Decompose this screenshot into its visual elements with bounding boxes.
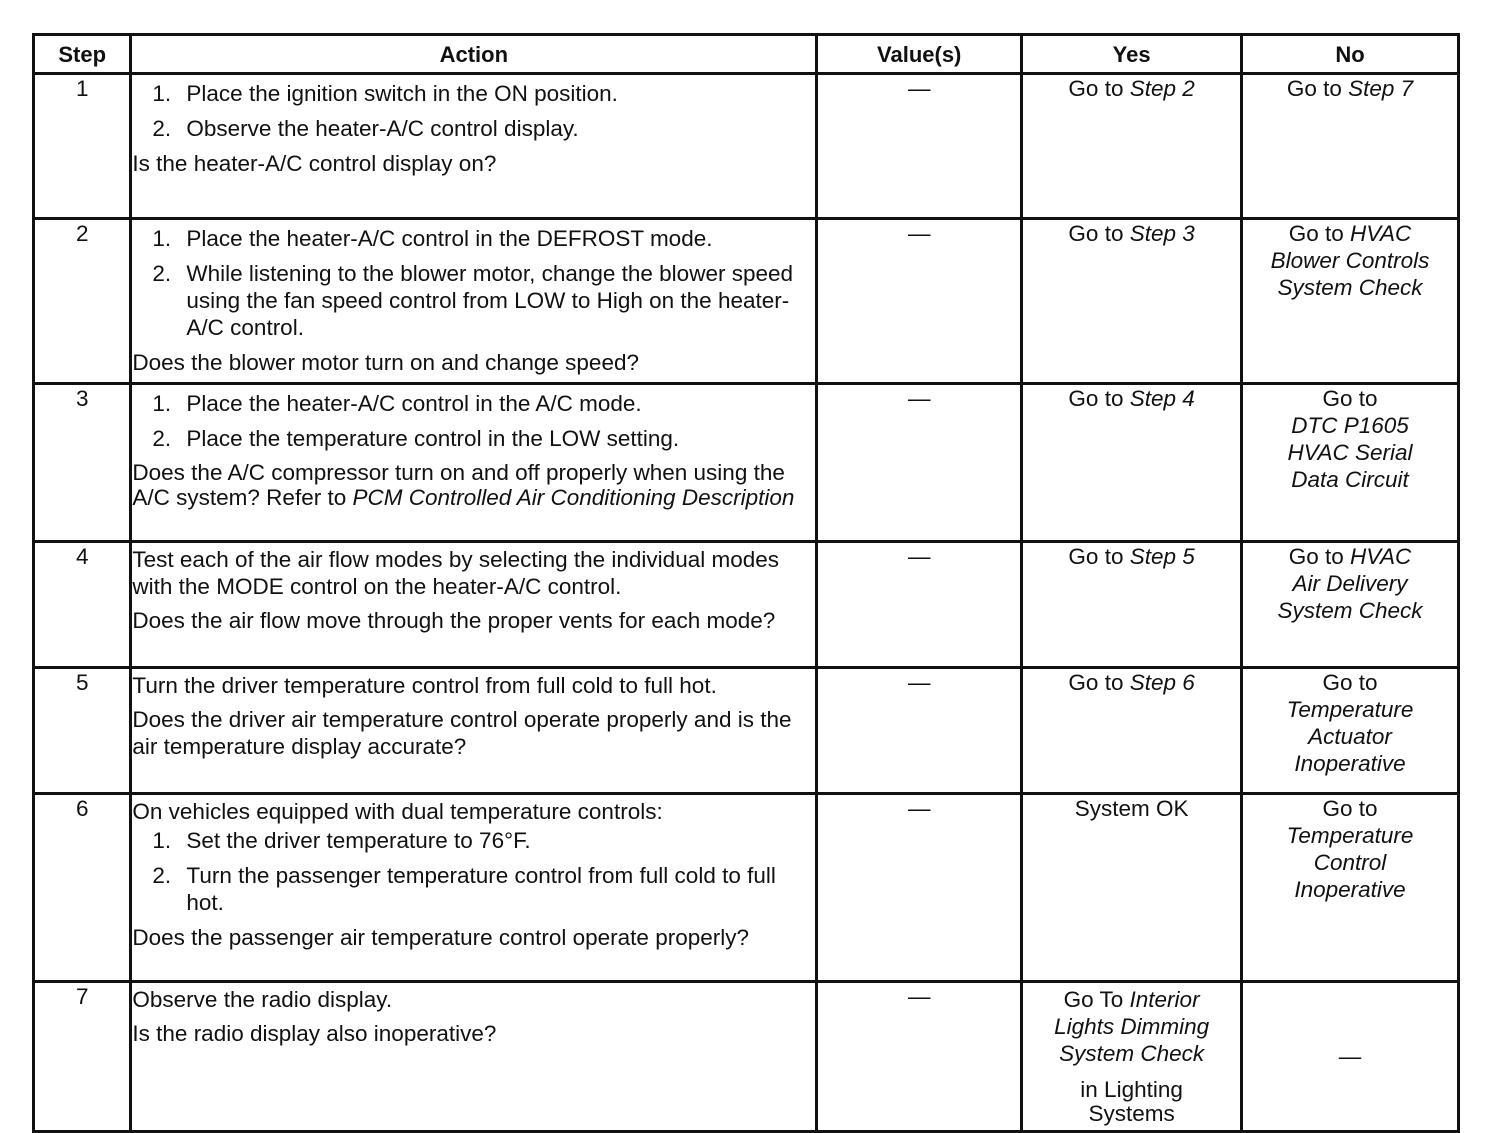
list-item: 2. Place the temperature control in the LOW setting. (152, 426, 680, 451)
reference-link[interactable]: PCM Controlled Air Conditioning Description (352, 485, 795, 510)
table-row (34, 668, 1459, 794)
yes-cell: Go to Step 4 (1022, 384, 1242, 542)
question-text: Does the A/C compressor turn on and off properly when using the A/C system? Refer to PCM Controlled Air Conditioning Description (132, 460, 795, 510)
reference-link[interactable]: Actuator (1308, 724, 1392, 749)
no-cell: Go to DTC P1605 HVAC Serial Data Circuit (1242, 384, 1459, 542)
action-cell (131, 668, 817, 794)
value-cell: — (817, 542, 1022, 668)
step-number: 3 (34, 384, 131, 542)
step-number: 7 (34, 982, 131, 1132)
action-cell (131, 219, 817, 384)
header-step: Step (34, 35, 131, 74)
value-cell: — (817, 74, 1022, 219)
value-cell: — (817, 668, 1022, 794)
yes-cell: Go to Step 6 (1022, 668, 1242, 794)
yes-cell: Go to Step 3 (1022, 219, 1242, 384)
instruction-text: Turn the driver temperature control from full cold to full hot. (132, 673, 717, 698)
header-row (34, 35, 1459, 74)
question-text: Does the driver air temperature control operate properly and is the air temperature display accurate? (132, 707, 792, 759)
reference-link[interactable]: DTC P1605 (1291, 413, 1409, 438)
no-cell: — (1242, 982, 1459, 1132)
header-values: Value(s) (817, 35, 1022, 74)
step-link[interactable]: Step 5 (1129, 544, 1195, 569)
list-item: 2. Turn the passenger temperature control from full cold to full hot. (152, 863, 776, 915)
reference-link[interactable]: Temperature (1286, 823, 1414, 848)
action-cell (131, 794, 817, 982)
yes-cell: System OK (1022, 794, 1242, 982)
reference-link[interactable]: System Check (1277, 598, 1423, 623)
list-item: 1. Set the driver temperature to 76°F. (152, 828, 531, 853)
step-link[interactable]: Step 3 (1129, 221, 1195, 246)
list-item: 1. Place the ignition switch in the ON position. (152, 81, 618, 106)
no-cell: Go to HVAC Blower Controls System Check (1242, 219, 1459, 384)
no-cell: Go to Temperature Actuator Inoperative (1242, 668, 1459, 794)
yes-cell: Go To Interior Lights Dimming System Check in Lighting Systems (1022, 982, 1242, 1132)
value-cell: — (817, 219, 1022, 384)
step-number: 6 (34, 794, 131, 982)
question-text: Is the radio display also inoperative? (132, 1021, 497, 1046)
question-text: Is the heater-A/C control display on? (132, 151, 497, 176)
yes-cell: Go to Step 5 (1022, 542, 1242, 668)
reference-link[interactable]: Air Delivery (1292, 571, 1408, 596)
table-row (34, 219, 1459, 384)
reference-link[interactable]: Data Circuit (1291, 467, 1409, 492)
value-cell: — (817, 982, 1022, 1132)
step-number: 1 (34, 74, 131, 219)
action-cell (131, 384, 817, 542)
question-text: Does the blower motor turn on and change speed? (132, 350, 639, 375)
diagnostic-table (32, 33, 1460, 1133)
instruction-text: On vehicles equipped with dual temperature controls: (132, 799, 663, 824)
reference-link[interactable]: HVAC (1350, 221, 1412, 246)
header-no: No (1242, 35, 1459, 74)
step-number: 4 (34, 542, 131, 668)
reference-link[interactable]: Control (1313, 850, 1387, 875)
table-row (34, 982, 1459, 1132)
action-cell (131, 982, 817, 1132)
reference-link[interactable]: Blower Controls (1270, 248, 1430, 273)
reference-link[interactable]: Inoperative (1294, 751, 1406, 776)
step-link[interactable]: Step 2 (1129, 76, 1195, 101)
reference-link[interactable]: Lights Dimming (1054, 1014, 1210, 1039)
table-row (34, 542, 1459, 668)
header-yes: Yes (1022, 35, 1242, 74)
reference-link[interactable]: Temperature (1286, 697, 1414, 722)
action-cell (131, 74, 817, 219)
table-row (34, 794, 1459, 982)
no-cell: Go to HVAC Air Delivery System Check (1242, 542, 1459, 668)
list-item: 1. Place the heater-A/C control in the DEFROST mode. (152, 226, 713, 251)
header-action: Action (131, 35, 817, 74)
action-cell (131, 542, 817, 668)
list-item: 1. Place the heater-A/C control in the A/C mode. (152, 391, 642, 416)
yes-cell: Go to Step 2 (1022, 74, 1242, 219)
list-item: 2. Observe the heater-A/C control display. (152, 116, 579, 141)
value-cell: — (817, 794, 1022, 982)
reference-link[interactable]: HVAC (1350, 544, 1412, 569)
step-link[interactable]: Step 4 (1129, 386, 1195, 411)
list-item: 2. While listening to the blower motor, change the blower speed using the fan speed control from LOW to High on the heater-A/C control. (152, 261, 794, 340)
step-link[interactable]: Step 7 (1348, 76, 1414, 101)
reference-link[interactable]: HVAC Serial (1287, 440, 1413, 465)
no-cell: Go to Step 7 (1242, 74, 1459, 219)
step-number: 5 (34, 668, 131, 794)
reference-link[interactable]: Interior (1129, 987, 1200, 1012)
reference-link[interactable]: Inoperative (1294, 877, 1406, 902)
instruction-text: Test each of the air flow modes by selecting the individual modes with the MODE control on the heater-A/C control. (132, 547, 780, 599)
reference-link[interactable]: System Check (1059, 1041, 1205, 1066)
step-number: 2 (34, 219, 131, 384)
value-cell: — (817, 384, 1022, 542)
table-row (34, 74, 1459, 219)
question-text: Does the air flow move through the proper vents for each mode? (132, 608, 776, 633)
instruction-text: Observe the radio display. (132, 987, 393, 1012)
no-cell: Go to Temperature Control Inoperative (1242, 794, 1459, 982)
reference-link[interactable]: System Check (1277, 275, 1423, 300)
step-link[interactable]: Step 6 (1129, 670, 1195, 695)
question-text: Does the passenger air temperature control operate properly? (132, 925, 750, 950)
table-row (34, 384, 1459, 542)
